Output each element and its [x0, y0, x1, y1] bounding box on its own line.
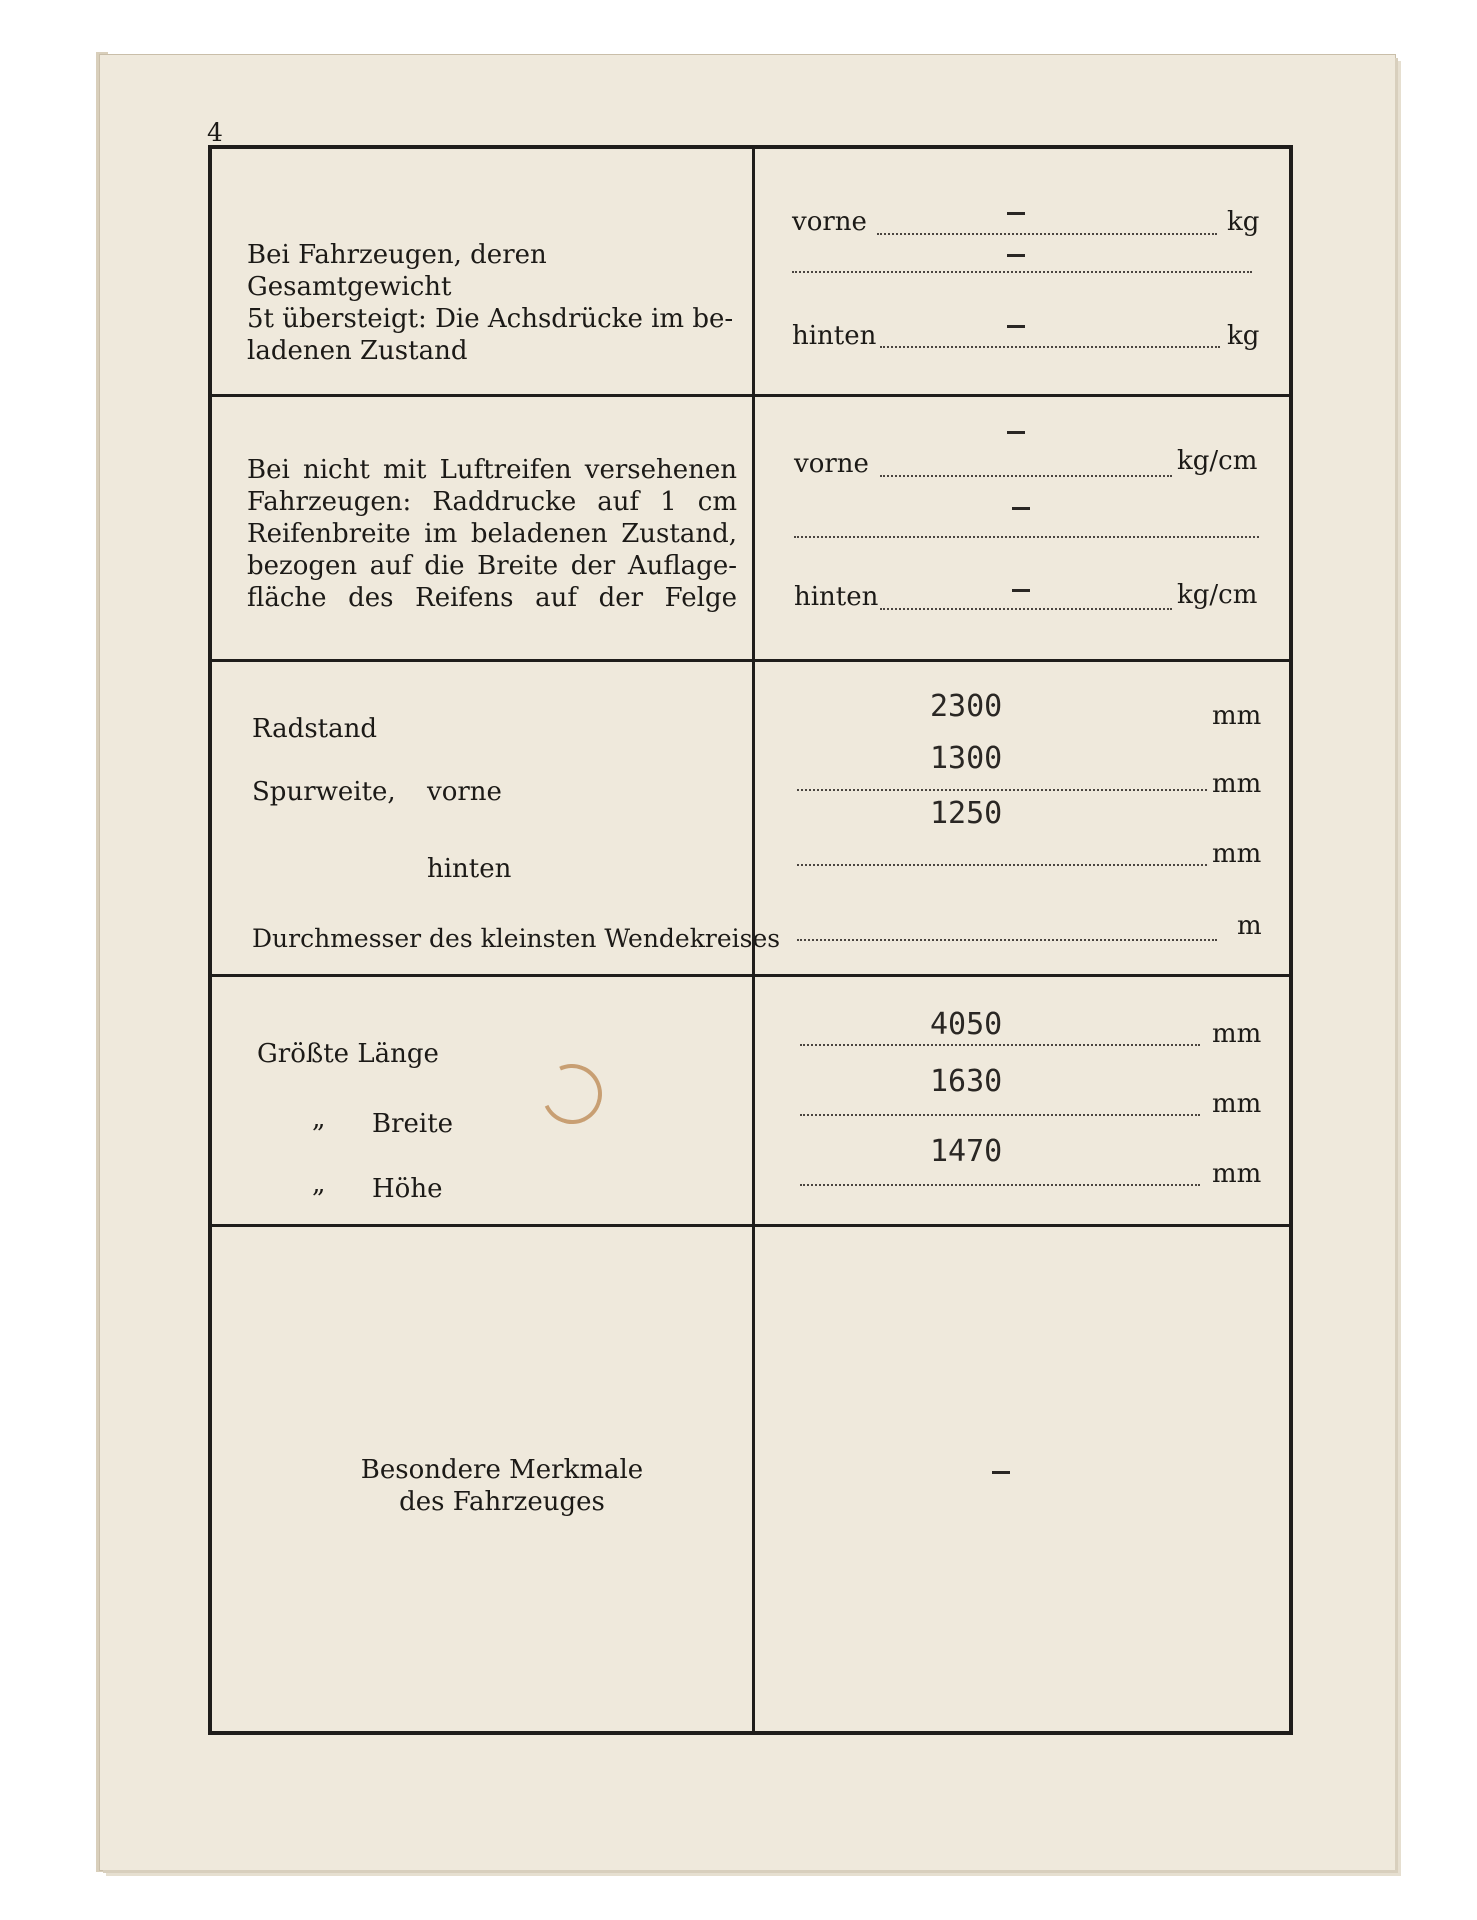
wheel-pressure-label-line: bezogen auf die Breite der Auflage-	[247, 551, 737, 581]
special-features-label-line: des Fahrzeuges	[399, 1487, 605, 1517]
coffee-stain	[534, 1056, 611, 1133]
axle-mid-value	[1007, 254, 1025, 257]
row-divider	[212, 974, 1289, 977]
wheel-pressure-front-label: vorne	[794, 449, 869, 479]
turning-circle-unit: m	[1237, 911, 1262, 941]
track-front-label: vorne	[427, 777, 502, 807]
special-features-label	[342, 1454, 662, 1518]
track-rear-unit: mm	[1212, 839, 1262, 869]
axle-load-label-line: 5t übersteigt: Die Achsdrücke im be-	[247, 304, 734, 334]
turning-circle-label: Durchmesser des kleinsten Wendekreises	[252, 924, 781, 953]
axle-rear-line	[880, 346, 1220, 348]
vehicle-data-form	[208, 145, 1293, 1735]
width-label: Breite	[372, 1109, 454, 1139]
wheel-pressure-label-line: Fahrzeugen: Raddrucke auf 1 cm	[247, 487, 737, 517]
wheel-pressure-label-line: fläche des Reifens auf der Felge	[247, 583, 737, 613]
special-features-value	[992, 1471, 1010, 1474]
height-quote: „	[312, 1169, 326, 1199]
row-divider	[212, 1224, 1289, 1227]
wheel-pressure-mid-line	[794, 536, 1259, 538]
track-front-line	[797, 789, 1207, 791]
axle-load-label-line: Bei Fahrzeugen, deren Gesamtgewicht	[247, 240, 547, 302]
height-line	[800, 1184, 1200, 1186]
track-front-value: 1300	[930, 741, 1003, 776]
axle-rear-value	[1007, 325, 1025, 328]
special-features-label-line: Besondere Merkmale	[360, 1455, 644, 1485]
wheel-pressure-label-line: Reifenbreite im beladenen Zustand,	[247, 519, 737, 549]
track-rear-value: 1250	[930, 796, 1003, 831]
height-unit: mm	[1212, 1159, 1262, 1189]
length-label: Größte Länge	[257, 1039, 439, 1069]
length-value: 4050	[930, 1007, 1003, 1042]
axle-load-label-line: ladenen Zustand	[247, 336, 468, 366]
height-label: Höhe	[372, 1174, 443, 1204]
row-divider	[212, 394, 1289, 397]
track-width-label: Spurweite,	[252, 777, 396, 807]
width-line	[800, 1114, 1200, 1116]
turning-circle-line	[797, 939, 1217, 941]
axle-front-unit: kg	[1227, 207, 1260, 237]
height-value: 1470	[930, 1134, 1003, 1169]
track-rear-label: hinten	[427, 854, 512, 884]
wheel-pressure-rear-label: hinten	[794, 582, 879, 612]
wheel-pressure-mid-value	[1012, 507, 1030, 510]
wheel-pressure-front-line	[880, 475, 1172, 477]
length-line	[800, 1044, 1200, 1046]
axle-front-line	[877, 233, 1217, 235]
axle-front-value	[1007, 212, 1025, 215]
length-unit: mm	[1212, 1019, 1262, 1049]
wheel-pressure-rear-unit: kg/cm	[1177, 580, 1258, 610]
wheel-pressure-front-unit: kg/cm	[1177, 446, 1258, 476]
wheelbase-value: 2300	[930, 689, 1003, 724]
wheel-pressure-rear-value	[1012, 589, 1030, 592]
axle-rear-unit: kg	[1227, 321, 1260, 351]
wheelbase-label: Radstand	[252, 714, 377, 744]
axle-load-label	[247, 239, 747, 367]
axle-front-label: vorne	[792, 207, 867, 237]
axle-mid-line	[792, 271, 1252, 273]
row-divider	[212, 659, 1289, 662]
width-quote: „	[312, 1104, 326, 1134]
wheel-pressure-top-value	[1007, 431, 1025, 434]
wheel-pressure-label-line: Bei nicht mit Luftreifen versehenen	[247, 455, 737, 485]
width-value: 1630	[930, 1064, 1003, 1099]
wheel-pressure-rear-line	[880, 608, 1172, 610]
axle-rear-label: hinten	[792, 321, 877, 351]
wheel-pressure-label	[247, 454, 737, 614]
wheelbase-unit: mm	[1212, 701, 1262, 731]
track-front-unit: mm	[1212, 769, 1262, 799]
page-number: 4	[207, 118, 223, 147]
track-rear-line	[797, 864, 1207, 866]
width-unit: mm	[1212, 1089, 1262, 1119]
